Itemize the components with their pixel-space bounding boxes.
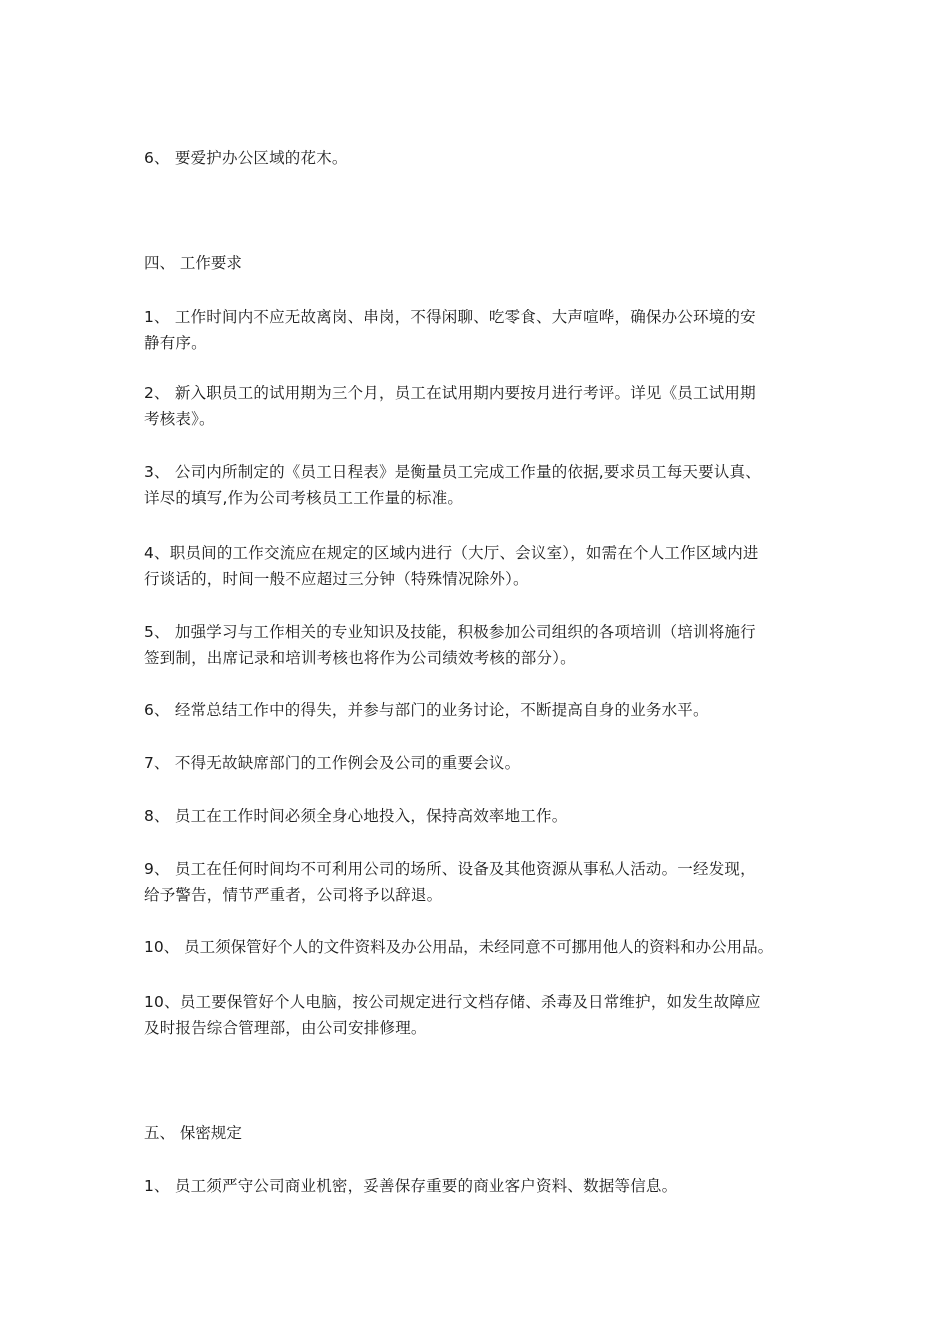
section-4-item-3-line-2: 详尽的填写,作为公司考核员工工作量的标准。 (144, 489, 464, 507)
previous-item-6: 6、 要爱护办公区域的花木。 (144, 149, 348, 167)
section-4-item-1-line-1: 1、 工作时间内不应无故离岗、串岗，不得闲聊、吃零食、大声喧哗，确保办公环境的安 (144, 308, 756, 326)
section-4-item-8: 8、 员工在工作时间必须全身心地投入，保持高效率地工作。 (144, 807, 568, 825)
section-4-item-10b-line-2: 及时报告综合管理部，由公司安排修理。 (144, 1019, 427, 1037)
section-4-item-9-line-1: 9、 员工在任何时间均不可利用公司的场所、设备及其他资源从事私人活动。一经发现， (144, 860, 756, 878)
section-5-heading: 五、 保密规定 (144, 1124, 242, 1142)
section-4-item-5-line-1: 5、 加强学习与工作相关的专业知识及技能，积极参加公司组织的各项培训（培训将施行 (144, 623, 756, 641)
section-4-item-6: 6、 经常总结工作中的得失，并参与部门的业务讨论，不断提高自身的业务水平。 (144, 701, 709, 719)
section-4-item-7: 7、 不得无故缺席部门的工作例会及公司的重要会议。 (144, 754, 521, 772)
section-4-item-4-line-1: 4、职员间的工作交流应在规定的区域内进行（大厅、会议室），如需在个人工作区域内进 (144, 544, 759, 562)
section-4-item-4-line-2: 行谈话的，时间一般不应超过三分钟（特殊情况除外）。 (144, 570, 529, 588)
section-4-item-10b-line-1: 10、员工要保管好个人电脑，按公司规定进行文档存储、杀毒及日常维护，如发生故障应 (144, 993, 761, 1011)
section-5-item-1: 1、 员工须严守公司商业机密，妥善保存重要的商业客户资料、数据等信息。 (144, 1177, 678, 1195)
section-4-item-3-line-1: 3、 公司内所制定的《员工日程表》是衡量员工完成工作量的依据,要求员工每天要认真、 (144, 463, 761, 481)
section-4-item-1-line-2: 静有序。 (144, 334, 207, 352)
section-4-heading: 四、 工作要求 (144, 254, 242, 272)
section-4-item-5-line-2: 签到制，出席记录和培训考核也将作为公司绩效考核的部分）。 (144, 649, 576, 667)
section-4-item-2-line-2: 考核表》。 (144, 410, 215, 428)
section-4-item-9-line-2: 给予警告，情节严重者，公司将予以辞退。 (144, 886, 443, 904)
section-4-item-10: 10、 员工须保管好个人的文件资料及办公用品，未经同意不可挪用他人的资料和办公用品。 (144, 938, 774, 956)
section-4-item-2-line-1: 2、 新入职员工的试用期为三个月，员工在试用期内要按月进行考评。详见《员工试用期 (144, 384, 756, 402)
